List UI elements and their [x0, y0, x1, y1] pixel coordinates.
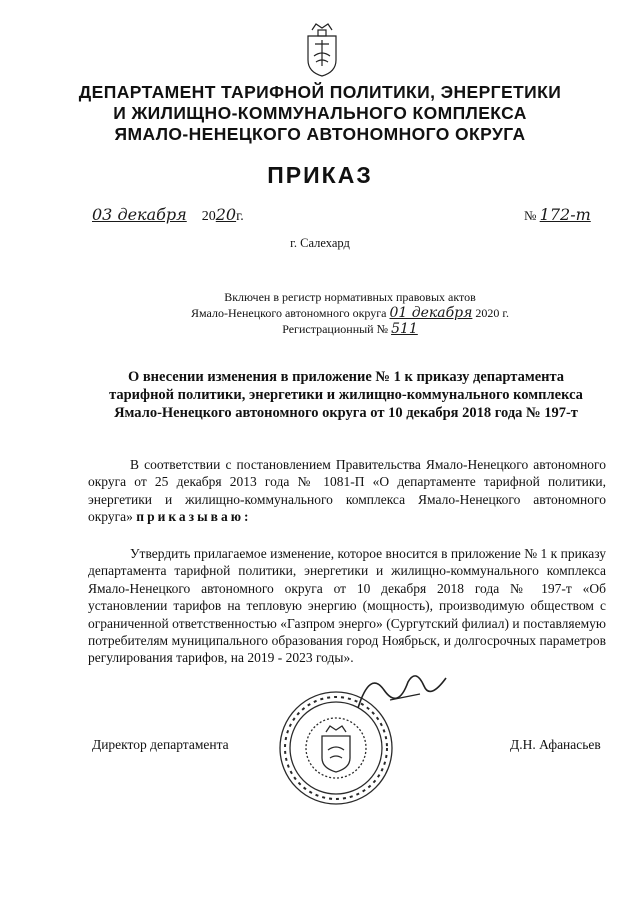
order-word: приказываю:	[136, 509, 252, 525]
city: г. Салехард	[290, 236, 350, 250]
department-name	[40, 82, 600, 145]
registration-block	[150, 289, 550, 337]
order-paragraph: Утвердить прилагаемое изменение, которое вносится в приложение № 1 к приказу департамента тарифной политики, энергетики и жилищно-коммунального комплекса Ямало-Ненецкого автономного округа от 10 декабря 2018 года № 197-т «Об установлении тарифов на тепловую энергию (мощность), производимую обществом с ограниченной ответственностью «Газпром энерго» (Сургутский филиал) и поставляемую потребителям муниципального образования город Ноябрьск, и долгосрочных параметров регулирования тарифов, на 2019 - 2023 годы».	[88, 546, 606, 666]
handwritten-signature	[350, 660, 460, 720]
handwritten-registration-number: 511	[391, 321, 418, 337]
number-prefix: №	[524, 208, 537, 223]
signer-position: Директор департамента	[92, 737, 229, 752]
handwritten-number: 172-т	[539, 205, 591, 224]
department-line-3: ЯМАЛО-НЕНЕЦКОГО АВТОНОМНОГО ОКРУГА	[114, 124, 526, 144]
handwritten-year: 20	[215, 205, 237, 224]
coat-of-arms-icon	[300, 22, 344, 78]
registration-line-3	[150, 321, 550, 337]
registration-line-2-suffix: 2020 г.	[475, 306, 509, 320]
document-type-title: ПРИКАЗ	[267, 162, 373, 188]
registration-line-1: Включен в регистр нормативных правовых актов	[224, 290, 476, 304]
preamble-paragraph	[88, 456, 606, 526]
document-subject: О внесении изменения в приложение № 1 к приказу департамента тарифной политики, энергетики и жилищно-коммунального комплекса Ямало-Ненецкого автономного округа от 10 декабря 2018 года № 197-т	[109, 369, 583, 421]
department-line-1: ДЕПАРТАМЕНТ ТАРИФНОЙ ПОЛИТИКИ, ЭНЕРГЕТИКИ	[78, 82, 562, 102]
department-line-2: И ЖИЛИЩНО-КОММУНАЛЬНОГО КОМПЛЕКСА	[113, 103, 527, 123]
document-date	[92, 205, 244, 225]
preamble-text: В соответствии с постановлением Правительства Ямало-Ненецкого автономного округа от 25 декабря 2013 года № 1081-П «О департаменте тарифной политики, энергетики и жилищно-коммунального комплекса Ямало-Ненецкого автономного округа»	[88, 457, 606, 525]
handwritten-registration-date: 01 декабря	[389, 305, 473, 321]
registration-line-2	[150, 305, 550, 321]
year-prefix: 20	[201, 209, 216, 224]
document-number	[524, 205, 591, 224]
year-suffix: г.	[236, 209, 244, 224]
registration-line-2-prefix: Ямало-Ненецкого автономного округа	[191, 306, 387, 320]
registration-number-label: Регистрационный №	[282, 322, 389, 336]
handwritten-date: 03 декабря	[92, 205, 187, 224]
signer-name: Д.Н. Афанасьев	[510, 737, 601, 752]
